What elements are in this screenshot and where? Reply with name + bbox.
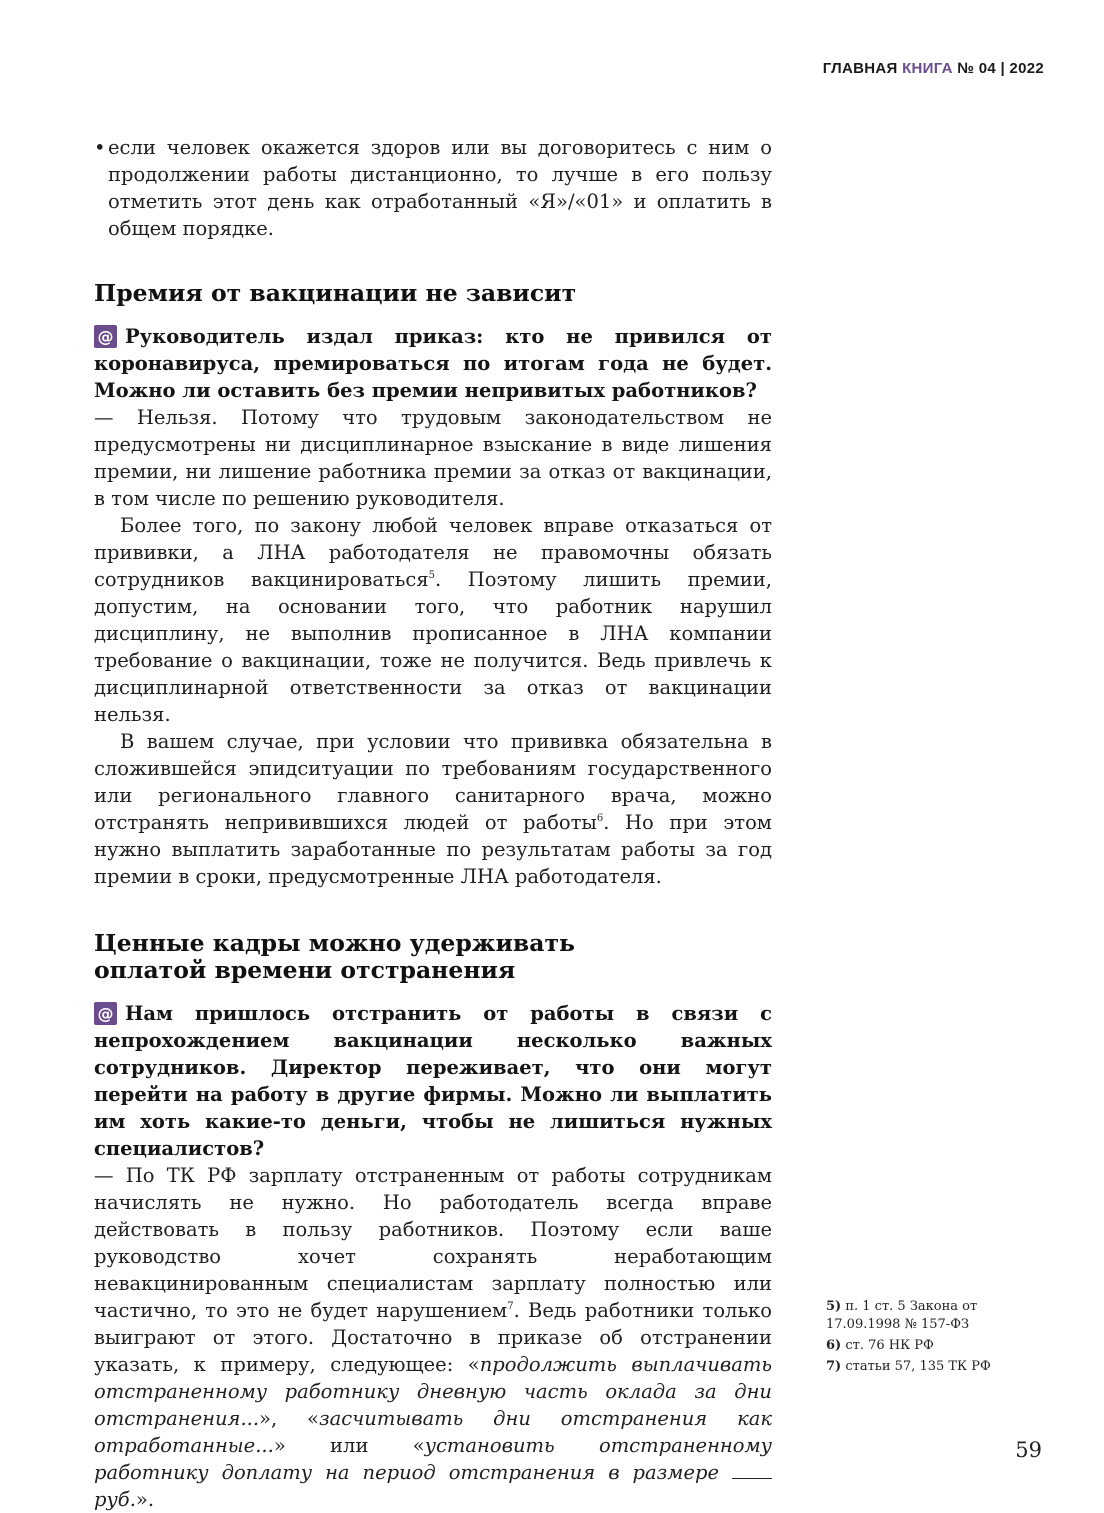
section2-answer (94, 1162, 772, 1513)
footnote-5 (826, 1298, 1026, 1334)
footnote-ref-7[interactable]: 7 (507, 1301, 514, 1312)
footnote-7 (826, 1358, 1026, 1376)
quote-end: ». (135, 1488, 155, 1511)
footnote-text: ст. 76 НК РФ (845, 1338, 934, 1353)
section2-answer-part2: . Ведь работники только выиграют от этого. Достаточно в приказе об отстранении указать, к примеру, следующее: « (94, 1299, 772, 1376)
quote-1: продолжить выплачивать отстраненному работнику дневную часть оклада за дни отстранения... (94, 1353, 772, 1430)
section1-heading: Премия от вакцинации не зависит (94, 279, 577, 307)
footnote-number: 5) (826, 1299, 842, 1314)
section2-question (94, 1000, 772, 1162)
section2-question-text: Нам пришлось отстранить от работы в связи с непрохождением вакцинации несколько важных сотрудников. Директор переживает, что они могут перейти на работу в другие фирмы. Можно ли выплатить им хоть какие-то деньги, чтобы не лишиться нужных специалистов? (94, 1002, 772, 1160)
magazine-name-part2: КНИГА (902, 60, 953, 77)
section2-answer-part1: — По ТК РФ зарплату отстраненным от работы сотрудникам начислять не нужно. Но работодатель всегда вправе действовать в пользу работников. Поэтому если ваше руководство хочет сохранять неработающим невакцинированным специалистам зарплату полностью или частично, то это не будет нарушением (94, 1164, 772, 1322)
running-header (823, 60, 1044, 77)
section2-heading: Ценные кадры можно удерживать оплатой времени отстранения (94, 929, 575, 984)
main-column (94, 134, 772, 1513)
section1-paragraph3 (94, 728, 772, 890)
footnote-text: статьи 57, 135 ТК РФ (845, 1359, 991, 1374)
bullet-item (94, 134, 772, 242)
at-sign-icon: @ (94, 325, 117, 348)
section1-p2-part1: Более того, по закону любой человек вправе отказаться от прививки, а ЛНА работодателя не правомочны обязать сотрудников вакцинироваться (94, 514, 772, 591)
bullet-icon: • (94, 136, 106, 159)
quote-separator-2: » или « (273, 1434, 425, 1457)
magazine-name-part1: ГЛАВНАЯ (822, 60, 898, 77)
section1-p3-part1: В вашем случае, при условии что прививка обязательна в сложившейся эпидситуации по требованиям государственного или регионального главного санитарного врача, можно отстранять непривившихся людей от работы (94, 730, 772, 834)
quote-3: установить отстраненному работнику доплату на период отстранения в размере (94, 1434, 772, 1484)
footnote-number: 6) (826, 1338, 842, 1353)
footnote-ref-5[interactable]: 5 (428, 570, 436, 581)
footnote-number: 7) (826, 1359, 842, 1374)
footnote-ref-6[interactable]: 6 (596, 813, 604, 824)
quote-separator-1: », « (259, 1407, 319, 1430)
section1-answer: — Нельзя. Потому что трудовым законодательством не предусмотрены ни дисциплинарное взыскание в виде лишения премии, ни лишение работника премии за отказ от вакцинации, в том числе по решению руководителя. (94, 406, 772, 510)
issue-number: № 04 | 2022 (957, 60, 1044, 77)
blank-line (732, 1464, 772, 1479)
at-sign-icon: @ (94, 1002, 117, 1025)
footnotes (826, 1298, 1026, 1379)
section1-p2-part2: . Поэтому лишить премии, допустим, на основании того, что работник нарушил дисциплину, не выполнив прописанное в ЛНА компании требование о вакцинации, тоже не получится. Ведь привлечь к дисциплинарной ответственности за отказ от вакцинации нельзя. (94, 568, 772, 726)
section1-paragraph2 (94, 512, 772, 728)
footnote-text: п. 1 ст. 5 Закона от 17.09.1998 № 157-ФЗ (826, 1299, 978, 1332)
page-number: 59 (1015, 1438, 1042, 1462)
quote-2: засчитывать дни отстранения как отработанные... (94, 1407, 772, 1457)
footnote-6 (826, 1337, 1026, 1355)
bullet-text: если человек окажется здоров или вы договоритесь с ним о продолжении работы дистанционно, то лучше в его пользу отметить этот день как отработанный «Я»/«01» и оплатить в общем порядке. (108, 136, 772, 240)
section1-question (94, 323, 772, 404)
section1-p3-part2: . Но при этом нужно выплатить заработанные по результатам работы за год премии в сроки, предусмотренные ЛНА работодателя. (94, 811, 772, 888)
section1-question-text: Руководитель издал приказ: кто не привился от коронавируса, премироваться по итогам года не будет. Можно ли оставить без премии непривитых работников? (94, 325, 772, 402)
quote-3-end: руб. (94, 1488, 136, 1511)
